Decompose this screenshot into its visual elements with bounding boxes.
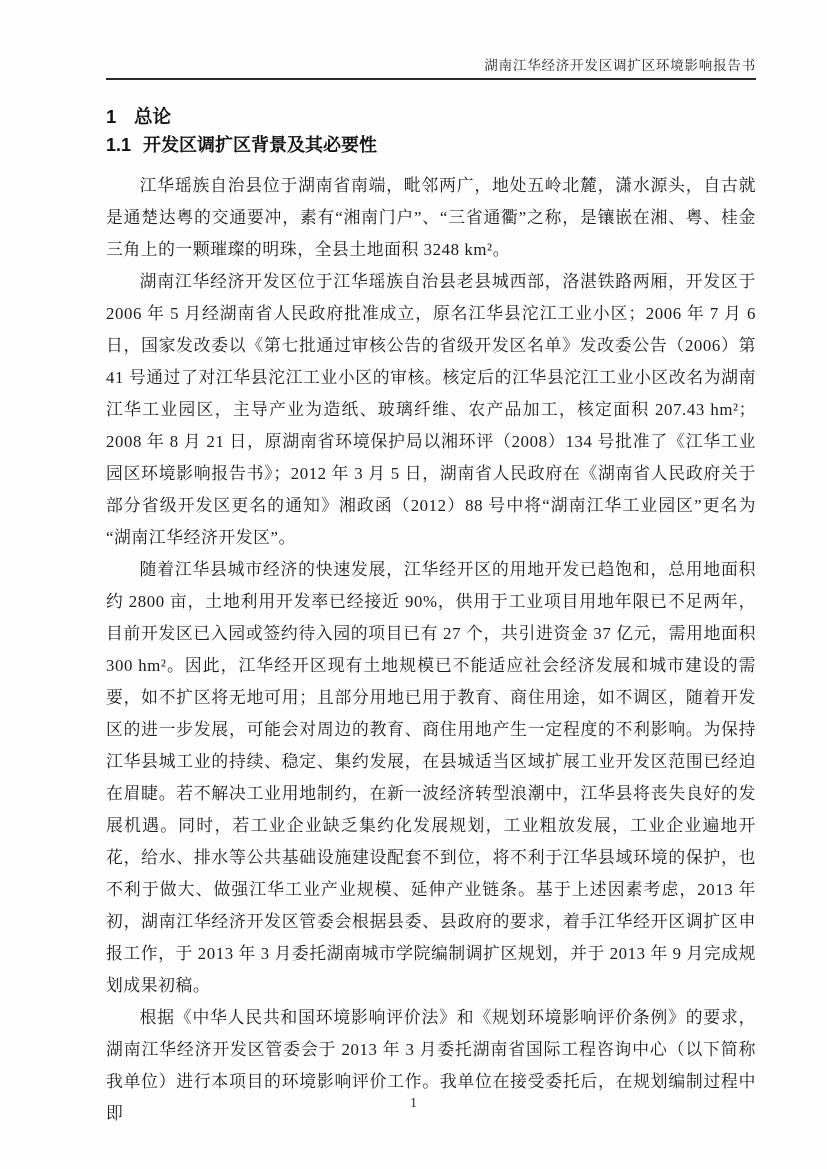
section-body (106, 170, 756, 1130)
section-heading (106, 106, 756, 127)
paragraph-1: 江华瑶族自治县位于湖南省南端，毗邻两广，地处五岭北麓，潇水源头，自古就是通楚达粤的交通要冲，素有“湘南门户”、“三省通衢”之称，是镶嵌在湘、粤、桂金三角上的一颗璀璨的明珠，全县土地面积 3248 km²。 (106, 176, 756, 259)
header-title: 湖南江华经济开发区调扩区环境影响报告书 (484, 58, 756, 73)
subsection-heading (106, 135, 756, 156)
subsection-number: 1.1 (106, 135, 132, 155)
section-title: 总论 (134, 106, 172, 127)
section-number: 1 (106, 106, 117, 127)
page-content (106, 80, 756, 1130)
paragraph-3: 随着江华县城市经济的快速发展，江华经开区的用地开发已趋饱和，总用地面积约 2800 亩，土地利用开发率已经接近 90%，供用于工业项目用地年限已不足两年，目前开发区已入园或签约待入园的项目已有 27 个，共引进资金 37 亿元，需用地面积 300 hm²。因此，江华经开区现有土地规模已不能适应社会经济发展和城市建设的需要，如不扩区将无地可用；且部分用地已用于教育、商住用途，如不调区，随着开发区的进一步发展，可能会对周边的教育、商住用地产生一定程度的不利影响。为保持江华县城工业的持续、稳定、集约发展，在县城适当区域扩展工业开发区范围已经迫在眉睫。若不解决工业用地制约，在新一波经济转型浪潮中，江华县将丧失良好的发展机遇。同时，若工业企业缺乏集约化发展规划，工业粗放发展，工业企业遍地开花，给水、排水等公共基础设施建设配套不到位，将不利于江华县域环境的保护，也不利于做大、做强江华工业产业规模、延伸产业链条。基于上述因素考虑，2013 年初，湖南江华经济开发区管委会根据县委、县政府的要求，着手江华经开区调扩区申报工作，于 2013 年 3 月委托湖南城市学院编制调扩区规划，并于 2013 年 9 月完成规划成果初稿。 (106, 560, 756, 995)
paragraph-4: 根据《中华人民共和国环境影响评价法》和《规划环境影响评价条例》的要求，湖南江华经济开发区管委会于 2013 年 3 月委托湖南省国际工程咨询中心（以下简称我单位）进行本项目的环境影响评价工作。我单位在接受委托后，在规划编制过程中即 (106, 1008, 756, 1123)
page-number: 1 (410, 1095, 417, 1110)
paragraph-2: 湖南江华经济开发区位于江华瑶族自治县老县城西部，洛湛铁路两厢，开发区于 2006 年 5 月经湖南省人民政府批准成立，原名江华县沱江工业小区；2006 年 7 月 6 日，国家发改委以《第七批通过审核公告的省级开发区名单》发改委公告（2006）第 41 号通过了对江华县沱江工业小区的审核。核定后的江华县沱江工业小区改名为湖南江华工业园区，主导产业为造纸、玻璃纤维、农产品加工，核定面积 207.43 hm²；2008 年 8 月 21 日，原湖南省环境保护局以湘环评（2008）134 号批准了《江华工业园区环境影响报告书》；2012 年 3 月 5 日，湖南省人民政府在《湖南省人民政府关于部分省级开发区更名的通知》湘政函（2012）88 号中将“湖南江华工业园区”更名为“湖南江华经济开发区”。 (106, 272, 756, 547)
subsection-title: 开发区调扩区背景及其必要性 (143, 135, 378, 155)
page-footer (0, 1095, 827, 1111)
page-header (106, 0, 756, 80)
